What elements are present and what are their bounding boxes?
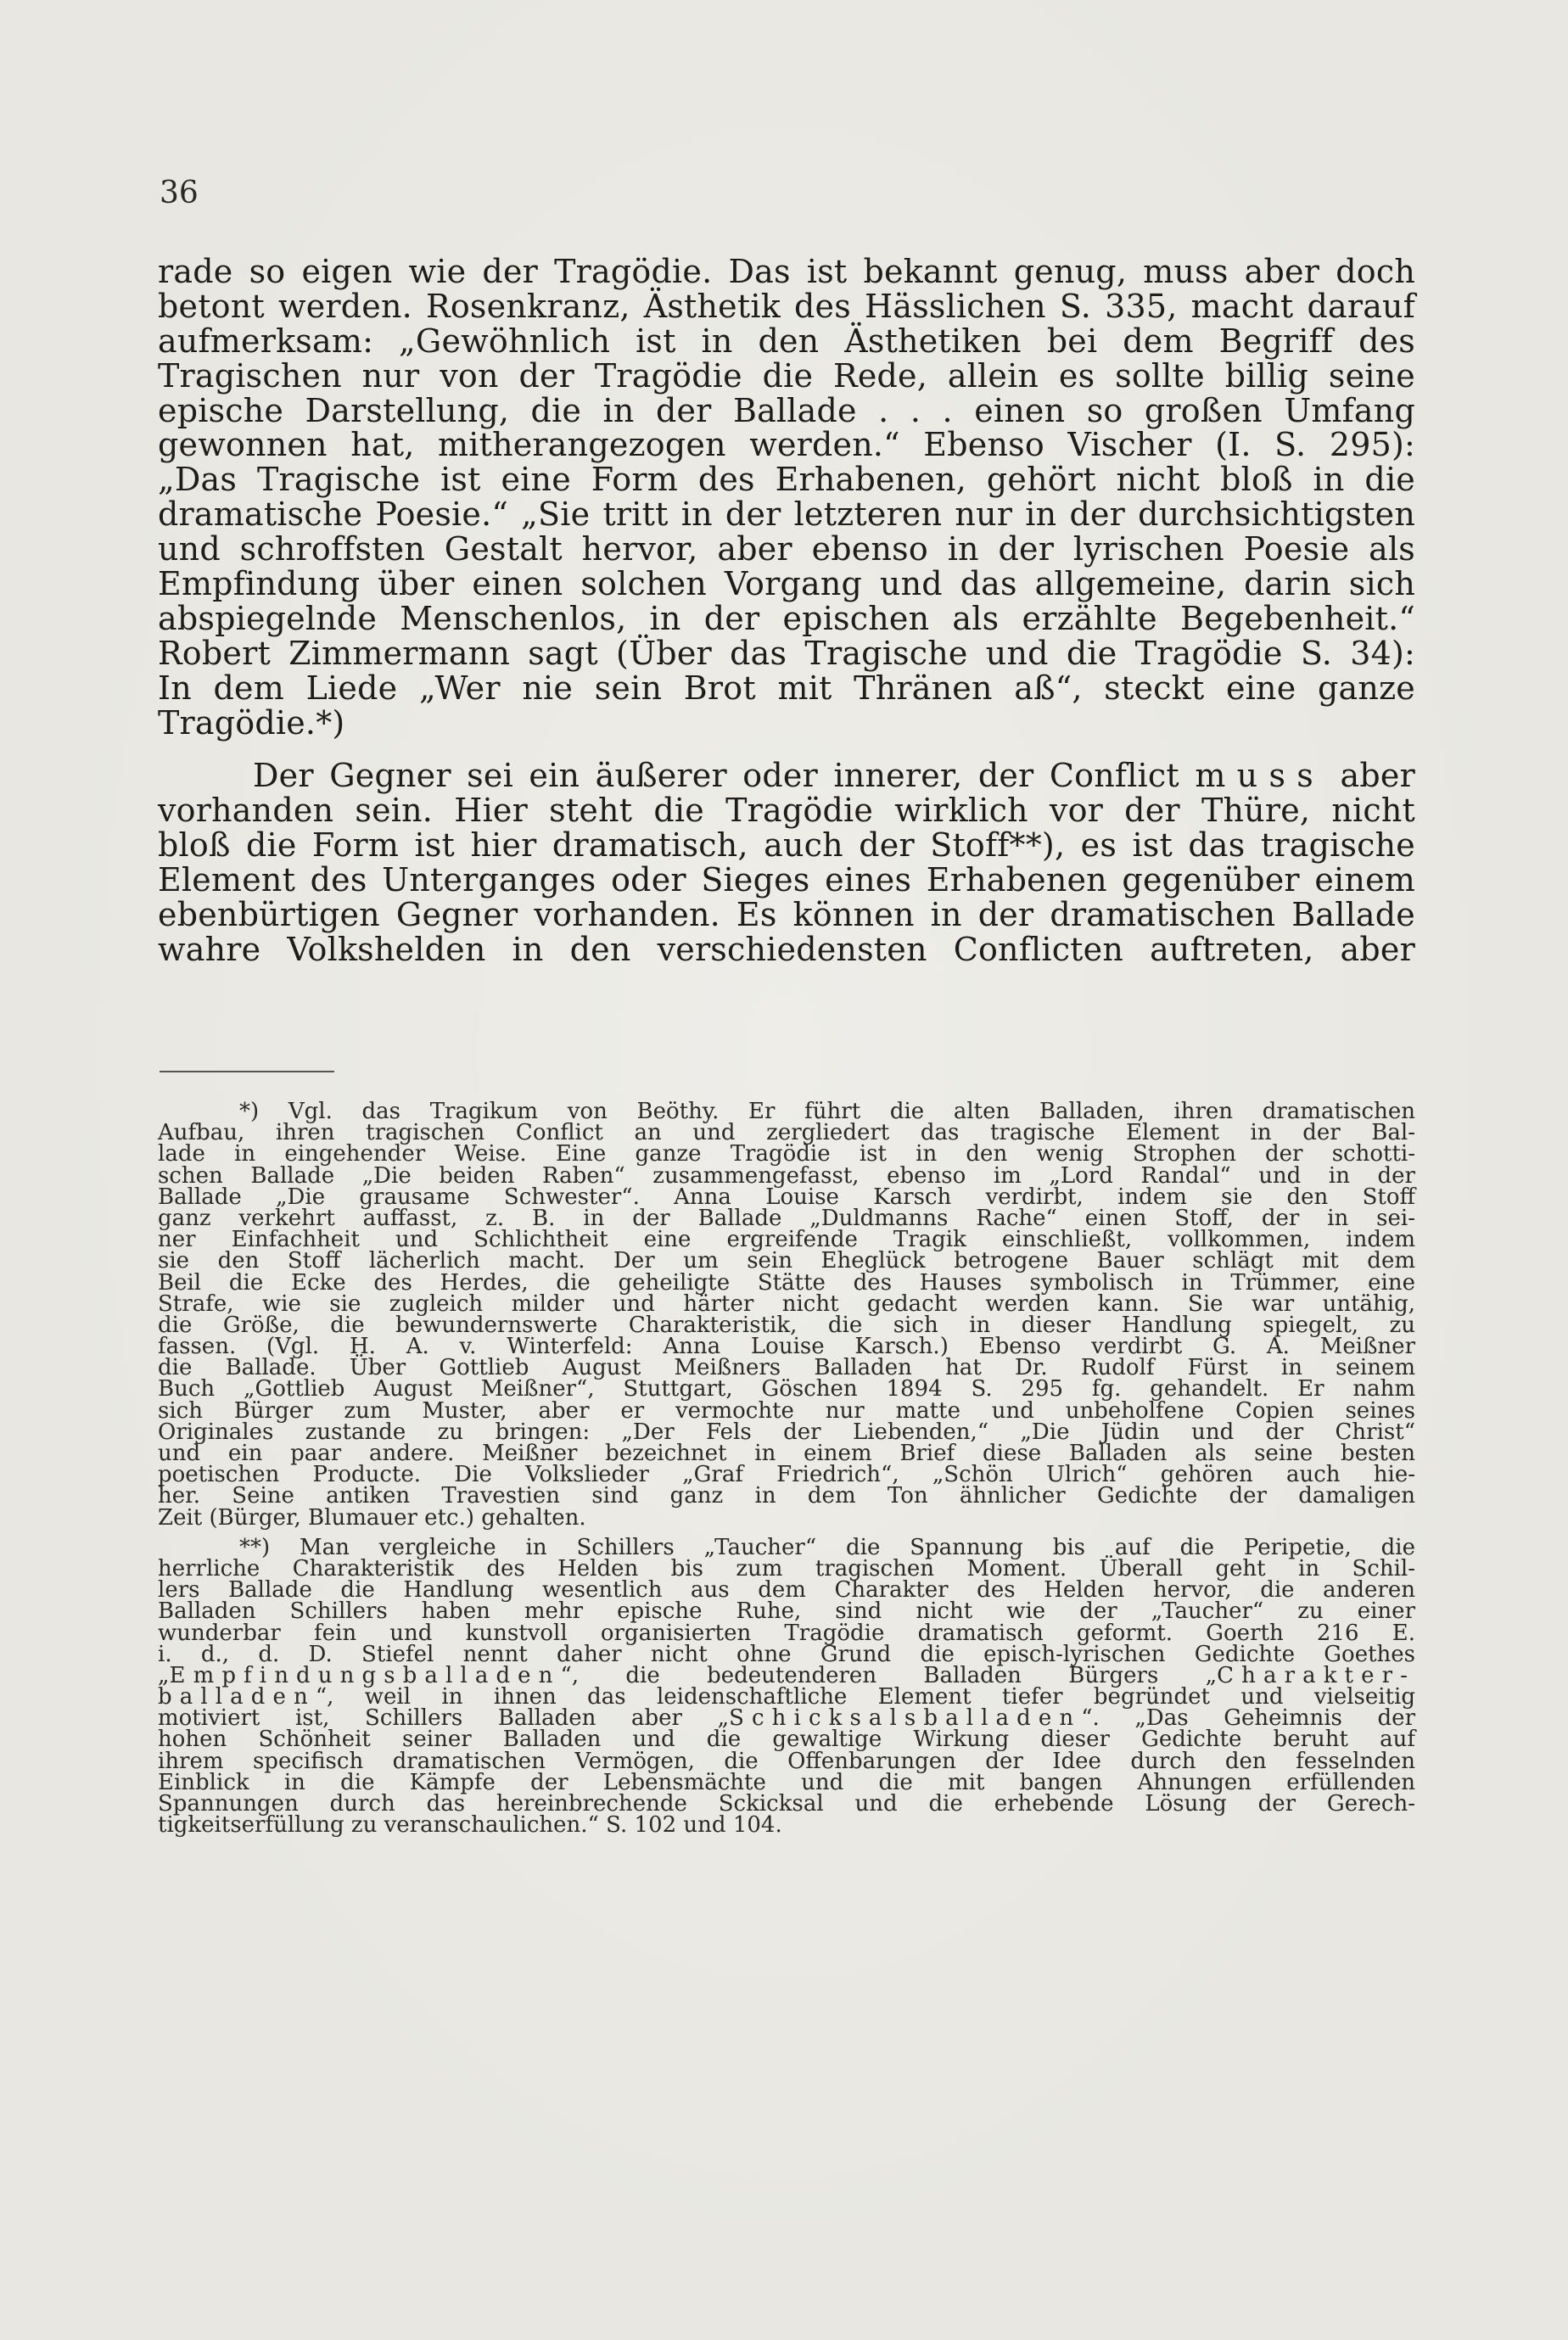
footnote-line: Spannungen durch das hereinbrechende Sckicksal und die erhebende Lösung der Gerech- — [158, 1791, 1415, 1817]
text-line: „Das Tragische ist eine Form des Erhabenen, gehört nicht bloß in die — [158, 461, 1415, 499]
spaced-emphasis: Schicksalsballaden — [729, 1705, 1082, 1732]
footnote-line: sich Bürger zum Muster, aber er vermochte nur matte und unbeholfene Copien seines — [158, 1397, 1415, 1424]
spaced-emphasis: Charakter- — [1217, 1662, 1415, 1688]
text-segment: aber — [1340, 757, 1415, 795]
text-line: rade so eigen wie der Tragödie. Das ist bekannt genug, muss aber doch — [158, 253, 1415, 290]
footnote-line: Einblick in die Kämpfe der Lebensmächte und die mit bangen Ahnungen erfüllenden — [158, 1769, 1415, 1795]
text-segment: Der Gegner sei ein äußerer oder innerer, der Conflict — [253, 757, 1179, 795]
text-line: und schroffsten Gestalt hervor, aber ebenso in der lyrischen Poesie als — [158, 530, 1415, 568]
footnote-line: die Ballade. Über Gottlieb August Meißners Balladen hat Dr. Rudolf Fürst in seinem — [158, 1355, 1415, 1381]
footnotes — [158, 1099, 1415, 1839]
text-line: vorhanden sein. Hier steht die Tragödie wirklich vor der Thüre, nicht — [158, 792, 1415, 830]
text-line — [158, 759, 1415, 793]
text-line: epische Darstellung, die in der Ballade . . . einen so großen Umfang — [158, 391, 1415, 429]
main-text — [158, 255, 1415, 967]
spaced-emphasis: balladen — [158, 1684, 316, 1710]
footnote-line: Strafe, wie sie zugleich milder und härter nicht gedacht werden kann. Sie war untähig, — [158, 1290, 1415, 1317]
text-line: Tragischen nur von der Tragödie die Rede, allein es sollte billig seine — [158, 356, 1415, 395]
footnote-line: i. d., d. D. Stiefel nennt daher nicht ohne Grund die episch-lyrischen Gedichte Goethes — [158, 1641, 1415, 1667]
footnote-line: wunderbar fein und kunstvoll organisierten Tragödie dramatisch geformt. Goerth 216 E. — [158, 1620, 1415, 1646]
footnote-line: schen Ballade „Die beiden Raben“ zusammengefasst, ebenso im „Lord Randal“ und in der — [158, 1162, 1415, 1189]
footnote-separator — [160, 1071, 334, 1072]
footnote-line: Originales zustande zu bringen: „Der Fels der Liebenden,“ „Die Jüdin und der Christ“ — [158, 1419, 1415, 1445]
text-line: dramatische Poesie.“ „Sie tritt in der letzteren nur in der durchsichtigsten — [158, 495, 1415, 534]
footnote-line: Balladen Schillers haben mehr epische Ruhe, sind nicht wie der „Taucher“ zu einer — [158, 1598, 1415, 1625]
text-line: betont werden. Rosenkranz, Ästhetik des Hässlichen S. 335, macht darauf — [158, 287, 1415, 325]
footnote-line: **) Man vergleiche in Schillers „Taucher“ die Spannung bis auf die Peripetie, die — [239, 1534, 1415, 1560]
footnote-line: hohen Schönheit seiner Balladen und die gewaltige Wirkung dieser Gedichte beruht auf — [158, 1727, 1415, 1753]
footnote-line: und ein paar andere. Meißner bezeichnet in einem Brief diese Balladen als seine besten — [158, 1441, 1415, 1466]
footnote-line: lade in eingehender Weise. Eine ganze Tragödie ist in den wenig Strophen der schotti- — [158, 1141, 1415, 1167]
text-line: aufmerksam: „Gewöhnlich ist in den Ästhetiken bei dem Begriff des — [158, 322, 1415, 360]
text-line: In dem Liede „Wer nie sein Brot mit Thränen aß“, steckt eine ganze — [158, 669, 1415, 707]
footnote-line: fassen. (Vgl. H. A. v. Winterfeld: Anna Louise Karsch.) Ebenso verdirbt G. A. Meißner — [158, 1334, 1415, 1360]
footnote-1 — [158, 1101, 1415, 1529]
text-line: gewonnen hat, mitherangezogen werden.“ Ebenso Vischer (I. S. 295): — [158, 426, 1415, 464]
footnote-line: ner Einfachheit und Schlichtheit eine ergreifende Tragik einschließt, vollkommen, indem — [158, 1227, 1415, 1253]
footnote-line: die Größe, die bewundernswerte Charakteristik, die sich in dieser Handlung spiegelt, zu — [158, 1312, 1415, 1338]
footnote-line: ganz verkehrt auffasst, z. B. in der Ballade „Duldmanns Rache“ einen Stoff, der in sei- — [158, 1205, 1415, 1231]
text-line: abspiegelnde Menschenlos, in der epischen als erzählte Begebenheit.“ — [158, 599, 1415, 637]
footnote-line: Buch „Gottlieb August Meißner“, Stuttgart, Göschen 1894 S. 295 fg. gehandelt. Er nahm — [158, 1376, 1415, 1402]
footnote-line: herrliche Charakteristik des Helden bis zum tragischen Moment. Überall geht in Schil- — [158, 1555, 1415, 1581]
footnote-line: Aufbau, ihren tragischen Conflict an und zergliedert das tragische Element in der Bal- — [158, 1120, 1415, 1146]
text-segment: „ — [158, 1662, 170, 1688]
text-line: Robert Zimmermann sagt (Über das Tragische und die Tragödie S. 34): — [158, 634, 1415, 672]
footnote-2 — [158, 1534, 1415, 1839]
text-segment: “. „Das Geheimnis der — [1081, 1705, 1415, 1732]
footnote-line: ihrem specifisch dramatischen Vermögen, die Offenbarungen der Idee durch den fesselnden — [158, 1748, 1415, 1774]
text-line: wahre Volkshelden in den verschiedensten Conflicten auftreten, aber — [158, 930, 1415, 968]
paragraph-1 — [158, 255, 1415, 740]
paragraph-gap — [158, 740, 1415, 759]
text-line: bloß die Form ist hier dramatisch, auch der Stoff**), es ist das tragische — [158, 826, 1415, 865]
text-segment: motiviert ist, Schillers Balladen aber „ — [158, 1705, 730, 1732]
page-number: 36 — [160, 176, 199, 210]
footnote-line: lers Ballade die Handlung wesentlich aus dem Charakter des Helden hervor, die anderen — [158, 1577, 1415, 1604]
spaced-emphasis: muss — [1195, 757, 1325, 795]
footnote-line: poetischen Producte. Die Volkslieder „Graf Friedrich“, „Schön Ulrich“ gehören auch hie- — [158, 1462, 1415, 1488]
footnote-line: her. Seine antiken Travestien sind ganz in dem Ton ähnlicher Gedichte der damaligen — [158, 1483, 1415, 1509]
text-segment: “, weil in ihnen das leidenschaftliche Element tiefer begründet und vielseitig — [315, 1684, 1415, 1710]
footnote-line: Ballade „Die grausame Schwester“. Anna Louise Karsch verdirbt, indem sie den Stoff — [158, 1184, 1415, 1210]
footnote-line: tigkeitserfüllung zu veranschaulichen.“ S. 102 und 104. — [158, 1812, 782, 1839]
text-line: Element des Unterganges oder Sieges eines Erhabenen gegenüber einem — [158, 861, 1415, 899]
text-line: Tragödie.*) — [158, 703, 345, 742]
text-segment: “, die bedeutenderen Balladen Bürgers „ — [560, 1662, 1218, 1688]
text-line: ebenbürtigen Gegner vorhanden. Es können in der dramatischen Ballade — [158, 896, 1415, 934]
footnote-line: Zeit (Bürger, Blumauer etc.) gehalten. — [158, 1504, 586, 1531]
paragraph-2 — [158, 759, 1415, 966]
footnote-line: sie den Stoff lächerlich macht. Der um sein Eheglück betrogene Bauer schlägt mit dem — [158, 1248, 1415, 1274]
footnote-line: Beil die Ecke des Herdes, die geheiligte Stätte des Hauses symbolisch in Trümmer, eine — [158, 1269, 1415, 1296]
text-line: Empfindung über einen solchen Vorgang und das allgemeine, darin sich — [158, 565, 1415, 603]
footnote-line: *) Vgl. das Tragikum von Beöthy. Er führt die alten Balladen, ihren dramatischen — [239, 1099, 1415, 1124]
spaced-emphasis: Empfindungsballaden — [169, 1662, 561, 1688]
